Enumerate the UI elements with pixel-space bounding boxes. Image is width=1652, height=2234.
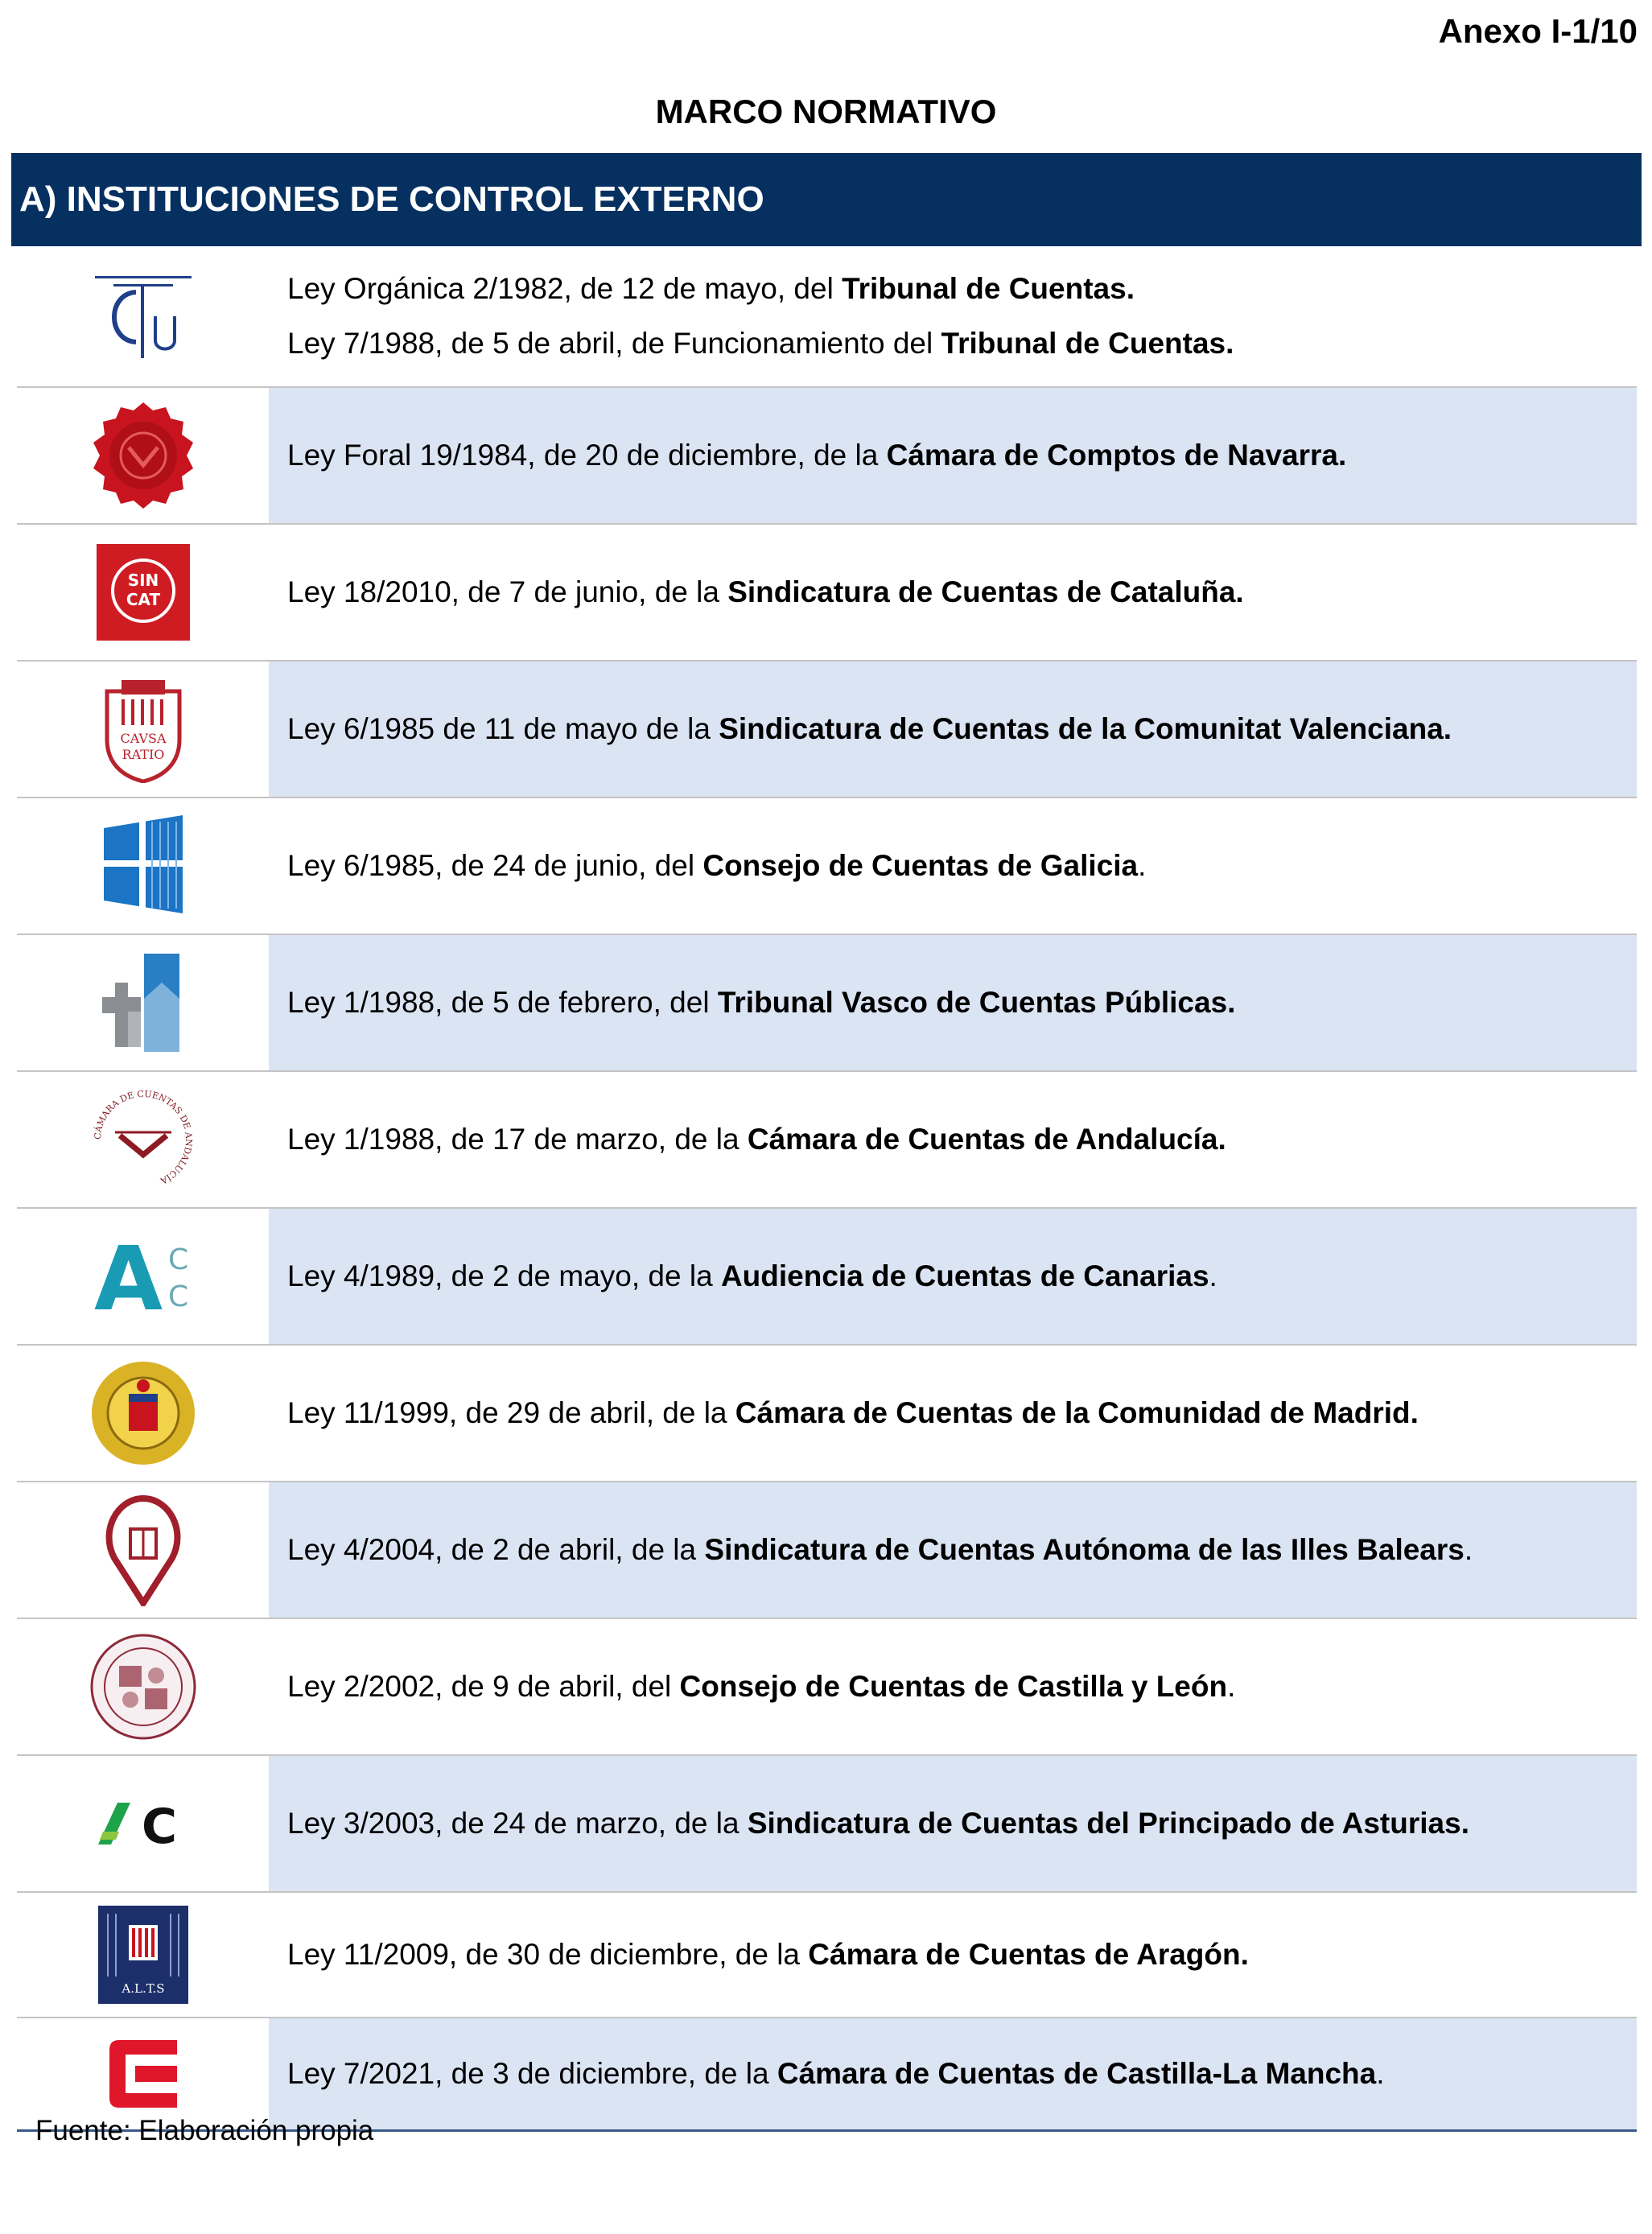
law-text [269,935,1637,1070]
section-header: A) INSTITUCIONES DE CONTROL EXTERNO [11,153,1642,246]
law-prefix: Ley 11/2009, de 30 de diciembre, de la [287,1938,809,1971]
law-prefix: Ley 18/2010, de 7 de junio, de la [287,575,728,608]
table-row [17,525,1637,662]
institution-name: Cámara de Cuentas de la Comunidad de Madrid. [735,1396,1419,1429]
institution-name: Cámara de Cuentas de Aragón. [808,1938,1249,1971]
logo-text: C [141,1799,177,1848]
institutions-table [17,246,1637,2132]
law-line [287,1112,1637,1167]
table-row [17,798,1637,935]
law-line [287,316,1637,371]
law-text [269,1482,1637,1618]
law-text [269,525,1637,660]
institution-name: Cámara de Cuentas de Andalucía. [747,1123,1226,1156]
institution-name: Cámara de Comptos de Navarra. [886,439,1347,472]
law-prefix: Ley 3/2003, de 24 de marzo, de la [287,1807,748,1840]
logo-cell [17,1209,269,1344]
law-suffix: . [1209,1259,1217,1292]
audiencia-canarias-logo [91,1232,196,1321]
table-row [17,1209,1637,1346]
institution-name: Sindicatura de Cuentas Autónoma de las Illes Balears [704,1533,1465,1566]
law-prefix: Ley 6/1985, de 24 de junio, del [287,849,703,882]
logo-cell [17,1619,269,1754]
law-suffix: . [1464,1533,1473,1566]
table-row [17,1482,1637,1619]
law-line [287,428,1637,483]
law-text [269,1619,1637,1754]
institution-name: Tribunal de Cuentas. [941,327,1234,360]
law-line [287,1523,1637,1577]
consejo-galicia-logo [99,814,187,918]
camara-castilla-la-mancha-logo [103,2034,183,2114]
law-text [269,1072,1637,1207]
law-line [287,1659,1637,1714]
law-line [287,262,1637,316]
logo-text: A.L.T.S [121,1981,165,1996]
consejo-castilla-leon-logo [89,1632,198,1741]
source-note: Fuente: Elaboración propia [35,2115,374,2146]
law-text [269,662,1637,797]
table-row [17,388,1637,525]
logo-cell [17,662,269,797]
law-prefix: Ley 11/1999, de 29 de abril, de la [287,1396,735,1429]
law-prefix: Ley 7/1988, de 5 de abril, de Funcionamiento del [287,327,941,360]
logo-cell [17,1482,269,1618]
law-prefix: Ley 7/2021, de 3 de diciembre, de la [287,2057,777,2090]
sindicatura-asturias-logo [95,1799,192,1848]
table-row [17,662,1637,798]
law-prefix: Ley Foral 19/1984, de 20 de diciembre, de la [287,439,887,472]
logo-cell [17,388,269,523]
law-line [287,975,1637,1030]
sindicatura-valenciana-logo [99,675,187,783]
table-row [17,1346,1637,1482]
institution-name: Tribunal de Cuentas. [842,272,1135,305]
law-prefix: Ley 1/1988, de 5 de febrero, del [287,986,718,1019]
law-prefix: Ley 4/1989, de 2 de mayo, de la [287,1259,721,1292]
law-text [269,1893,1637,2017]
camara-madrid-logo [89,1358,198,1468]
institution-name: Sindicatura de Cuentas de la Comunitat Valenciana. [719,712,1452,745]
tribunal-de-cuentas-logo [91,268,196,365]
law-line [287,1927,1637,1982]
logo-cell [17,1072,269,1207]
logo-text: A [93,1232,163,1321]
table-row [17,1072,1637,1209]
law-text [269,1756,1637,1891]
institution-name: Consejo de Cuentas de Castilla y León [679,1670,1228,1703]
law-suffix: . [1227,1670,1236,1703]
table-row [17,246,1637,388]
table-row [17,1619,1637,1756]
law-prefix: Ley Orgánica 2/1982, de 12 de mayo, del [287,272,842,305]
logo-text: CAVSA [119,731,167,746]
institution-name: Sindicatura de Cuentas de Cataluña. [727,575,1244,608]
law-suffix: . [1138,849,1147,882]
institution-name: Tribunal Vasco de Cuentas Públicas. [717,986,1236,1019]
logo-text: CAT [126,590,160,609]
law-text [269,246,1637,386]
law-line [287,1796,1637,1851]
annex-label: Anexo I-1/10 [1438,12,1638,50]
sindicatura-cataluna-logo [95,542,192,642]
logo-text: CÁMARA DE CUENTAS DE ANDALUCÍA [92,1088,194,1186]
table-row [17,1756,1637,1893]
camara-aragon-logo [97,1904,190,2005]
law-line [287,702,1637,756]
sindicatura-baleares-logo [103,1494,183,1606]
logo-cell [17,1756,269,1891]
camara-de-comptos-navarra-logo [87,399,200,512]
law-suffix: . [1376,2057,1385,2090]
table-row [17,935,1637,1072]
law-line [287,839,1637,893]
logo-text: RATIO [122,747,164,762]
law-text [269,1209,1637,1344]
institution-name: Cámara de Cuentas de Castilla-La Mancha [777,2057,1377,2090]
law-prefix: Ley 4/2004, de 2 de abril, de la [287,1533,705,1566]
logo-cell [17,1346,269,1481]
institution-name: Consejo de Cuentas de Galicia [702,849,1139,882]
law-text [269,388,1637,523]
law-line [287,565,1637,620]
institution-name: Audiencia de Cuentas de Canarias [720,1259,1209,1292]
law-text [269,2018,1637,2129]
logo-cell [17,246,269,386]
law-text [269,798,1637,934]
page-title: MARCO NORMATIVO [655,93,997,130]
law-prefix: Ley 6/1985 de 11 de mayo de la [287,712,719,745]
law-prefix: Ley 2/2002, de 9 de abril, del [287,1670,680,1703]
logo-cell [17,935,269,1070]
institution-name: Sindicatura de Cuentas del Principado de Asturias. [747,1807,1469,1840]
tribunal-vasco-logo [99,950,187,1055]
logo-cell [17,1893,269,2017]
logo-text: SIN [127,571,159,590]
logo-cell [17,525,269,660]
law-line [287,2046,1637,2101]
law-line [287,1249,1637,1304]
table-row [17,1893,1637,2018]
logo-cell [17,798,269,934]
camara-andalucia-logo [91,1087,196,1192]
logo-text: C [167,1243,188,1276]
law-prefix: Ley 1/1988, de 17 de marzo, de la [287,1123,748,1156]
logo-text: C [167,1280,188,1313]
law-text [269,1346,1637,1481]
law-line [287,1386,1637,1441]
